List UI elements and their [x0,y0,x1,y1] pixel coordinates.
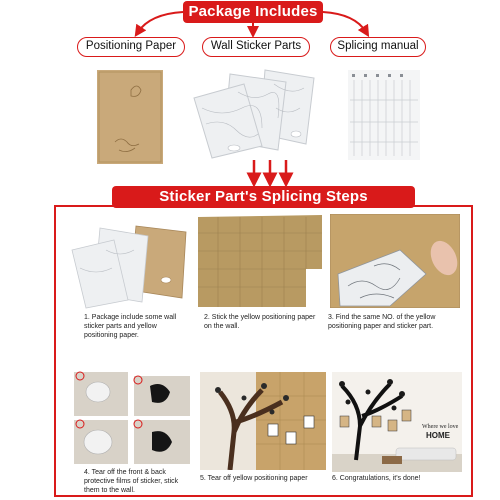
wall-text-line1: Where we love [422,424,459,430]
step-1-image [70,220,188,310]
positioning-paper-image [97,70,163,164]
arrow-right-icon [323,12,366,32]
step-1-caption: 1. Package include some wall sticker parts and yellow positioning paper. [84,314,177,339]
step-2-caption: 2. Stick the yellow positioning paper on the wall. [204,314,316,330]
step-6-image [332,372,462,472]
step-4-image [72,370,192,466]
step-6-caption: 6. Congratulations, it's done! [332,475,421,482]
arrow-left-icon [138,12,183,32]
positioning-paper-label: Positioning Paper [77,37,185,57]
step-3-image [330,214,460,308]
step-4-caption: 4. Tear off the front & back protective films of sticker, stick them to the wall. [84,469,179,494]
step-2-image [196,213,324,309]
step-5-image [200,372,326,470]
splicing-manual-label: Splicing manual [330,37,426,57]
splicing-steps-banner: Sticker Part's Splicing Steps [112,186,415,208]
splicing-manual-image [348,70,420,160]
step-5-caption: 5. Tear off yellow positioning paper [200,475,308,482]
step-3-caption: 3. Find the same NO. of the yellow positioning paper and sticker part. [328,314,436,330]
package-includes-banner: Package Includes [183,1,323,23]
wall-text-home: HOME [426,431,450,440]
wall-sticker-parts-image [190,68,316,160]
wall-sticker-parts-label: Wall Sticker Parts [202,37,310,57]
